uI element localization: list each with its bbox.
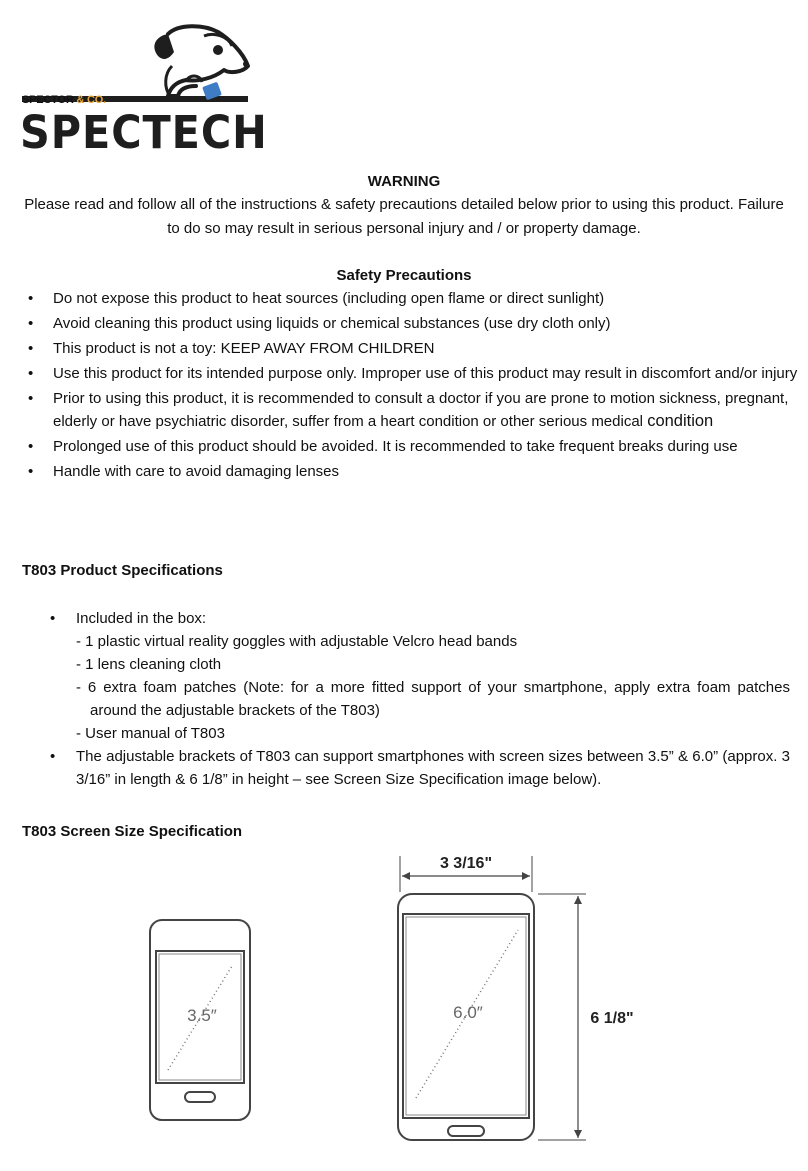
included-list	[76, 630, 790, 745]
spectech-logo	[18, 22, 268, 159]
included-label: • Included in the box:	[76, 610, 207, 627]
height-label: 6 1/8"	[590, 1010, 634, 1027]
safety-list	[0, 288, 800, 486]
width-dimension	[400, 855, 532, 892]
list-item-last-word: condition	[647, 412, 714, 430]
logo-big-text: SPECTECH	[20, 106, 268, 159]
large-phone	[398, 894, 534, 1140]
small-phone	[150, 920, 250, 1120]
small-phone-label: 3.5″	[187, 1006, 217, 1025]
list-item: • Handle with care to avoid damaging lenses	[0, 461, 800, 483]
spec-item-included	[0, 607, 790, 745]
list-item: • Do not expose this product to heat sources (including open flame or direct sunlight)	[0, 288, 800, 310]
width-label: 3 3/16"	[439, 855, 493, 872]
screen-spec-title: T803 Screen Size Specification	[22, 823, 243, 840]
spec-title: T803 Product Specifications	[22, 562, 223, 579]
list-item-text: Prior to using this product, it is recommended to consult a doctor if you are prone to motion sickness, pregnant, elderly or have psychiatric disorder, suffer from a heart condition or other serious medical	[53, 390, 789, 430]
logo-small-text	[22, 94, 106, 106]
logo-small-amp: & CO.	[76, 94, 106, 106]
screen-size-diagram	[140, 848, 660, 1153]
logo-small-brand: SPECTOR	[22, 94, 74, 106]
list-item: • Use this product for its intended purpose only. Improper use of this product may result in discomfort and/or injury	[0, 363, 800, 385]
spec-item-brackets: • The adjustable brackets of T803 can support smartphones with screen sizes between 3.5” & 6.0” (approx. 3 3/16” in length & 6 1/8” in height – see Screen Size Specification image below).	[0, 745, 790, 791]
list-item: • This product is not a toy: KEEP AWAY FROM CHILDREN	[0, 338, 800, 360]
list-item	[0, 388, 800, 433]
spec-list	[0, 607, 790, 791]
included-item: - User manual of T803	[76, 725, 225, 742]
list-item: • Prolonged use of this product should be avoided. It is recommended to take frequent breaks during use	[0, 436, 800, 458]
list-item: • Avoid cleaning this product using liquids or chemical substances (use dry cloth only)	[0, 313, 800, 335]
warning-title: WARNING	[367, 173, 441, 190]
large-phone-label: 6.0″	[453, 1003, 483, 1022]
included-item: - 1 plastic virtual reality goggles with adjustable Velcro head bands	[76, 633, 518, 650]
height-dimension	[538, 894, 634, 1140]
included-item: - 6 extra foam patches (Note: for a more fitted support of your smartphone, apply extra foam patches around the adjustable brackets of the T803)	[76, 679, 790, 719]
warning-text: Please read and follow all of the instructions & safety precautions detailed below prior to using this product. Failure to do so may result in serious personal injury and / or property damage.	[24, 196, 784, 237]
safety-title: Safety Precautions	[336, 267, 472, 284]
included-item: - 1 lens cleaning cloth	[76, 656, 222, 673]
